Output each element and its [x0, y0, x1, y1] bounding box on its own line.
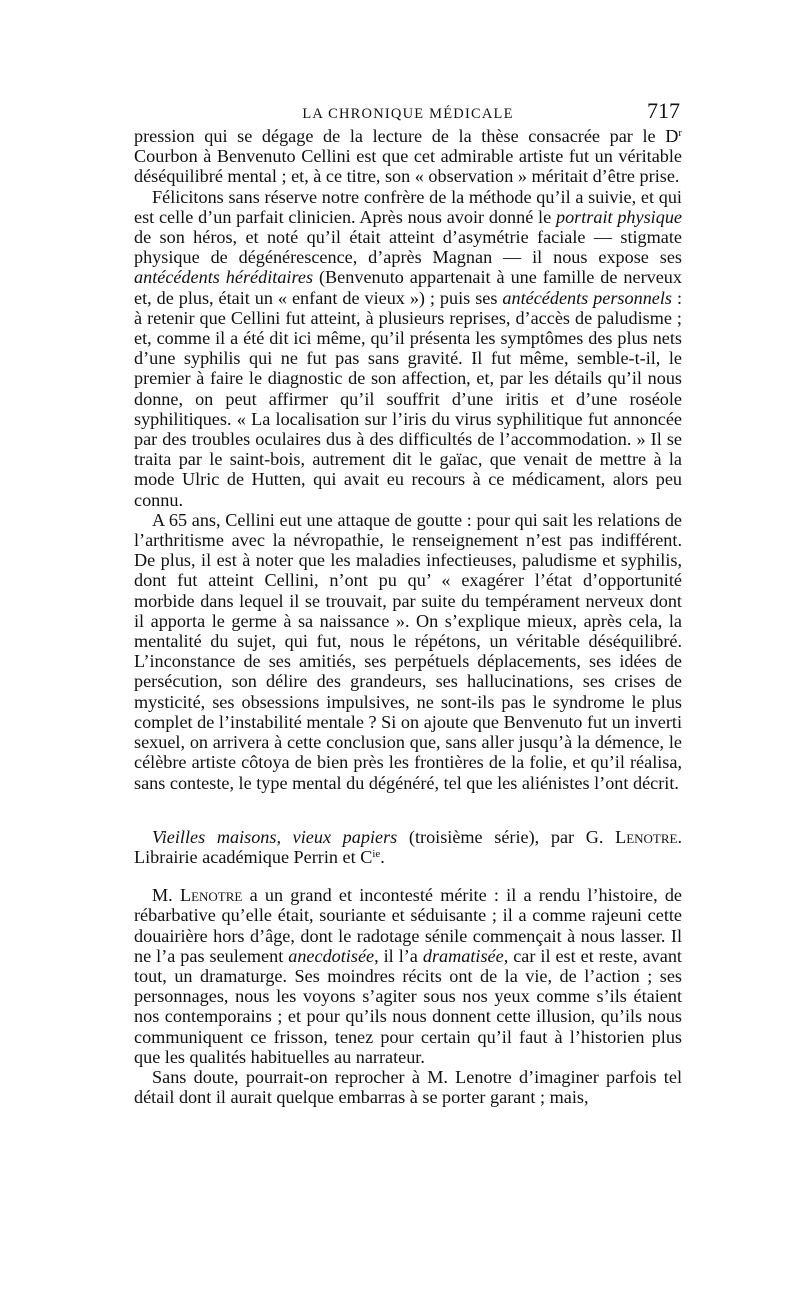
book-reference: [134, 827, 682, 867]
section-break: [134, 793, 682, 827]
text-run: de son héros, et noté qu’il était atteint d’asymétrie faciale — stigmate physique de dégénérescence, d’après Magnan — il nous expose ses: [134, 227, 682, 268]
paragraph-3: A 65 ans, Cellini eut une attaque de goutte : pour qui sait les relations de l’arthritisme avec la névropathie, le renseignement n’est pas indifférent. De plus, il est à noter que les maladies infectieuses, paludisme et syphilis, dont fut atteint Cellini, n’ont pu qu’ « exagérer l’état d’opportunité morbide dans lequel il se trouvait, par suite du tempérament nerveux dont il apporta le germe à sa naissance ». On s’explique mieux, après cela, la mentalité du sujet, qui fut, nous le répétons, un véritable déséquilibré. L’inconstance de ses amitiés, ses perpétuels déplacements, ses idées de persécution, son délire des grandeurs, ses hallucinations, ses crises de mysticité, ses obsessions impulsives, ne sont-ils pas le syndrome le plus complet de l’instabilité mentale ? Si on ajoute que Benvenuto fut un inverti sexuel, on arrivera à cette conclusion que, sans aller jusqu’à la démence, le célèbre artiste côtoya de bien près les frontières de la folie, et qu’il réalisa, sans conteste, le type mental du dégénéré, tel que les aliénistes l’ont décrit.: [134, 509, 682, 793]
page-number: 717: [647, 98, 680, 123]
text-run: .: [380, 846, 385, 867]
page: [134, 96, 682, 1107]
paragraph-5: Sans doute, pourrait-on reprocher à M. Lenotre d’imaginer parfois tel détail dont il aurait quelque embarras à se porter garant ; mais,: [134, 1066, 682, 1108]
paragraph-4: [134, 885, 682, 1067]
text-run: . Librairie académique Perrin et C: [134, 826, 683, 867]
text-run: (Benvenuto appartenait à une famille de nerveux et, de plus, était un « enfant de vieux ») ; puis ses: [134, 267, 682, 308]
italic-run: portrait physique: [555, 206, 682, 227]
text-run: pression qui se dégage de la lecture de la thèse consacrée par le D: [134, 126, 679, 146]
text-run: Félicitons sans réserve notre confrère de la méthode qu’il a suivie, et qui est celle d’un parfait clinicien. Après nous avoir donné le: [134, 186, 682, 227]
running-head: [134, 96, 682, 126]
text-run: (troisième série), par G.: [397, 826, 616, 847]
body-text: [134, 126, 682, 1107]
text-run: Courbon à Benvenuto Cellini est que cet admirable artiste fut un véritable déséquilibré mental ; et, à ce titre, son « observation » méritait d’être prise.: [134, 146, 682, 187]
text-run: M.: [152, 885, 180, 906]
text-run: : à retenir que Cellini fut atteint, à plusieurs reprises, d’accès de paludisme ; et, comme il a été dit ici même, qu’il présenta les symptômes des plus nets d’une syphilis qui ne fut pas sans gravité. Il fut même, semble-t-il, le premier à faire le diagnostic de son affection, et, par les détails qu’il nous donne, on peut affirmer qu’il souffrit d’une iritis et d’une roséole syphilitiques. « La localisation sur l’iris du virus syphilitique fut annoncée par des troubles oculaires dus à des difficultés de l’accommodation. » Il se traita par le saint-bois, autrement dit le gaïac, que venait de mettre à la mode Ulric de Hutten, qui avait eu recours à ce médicament, alors peu connu.: [134, 287, 683, 510]
italic-run: antécédents héréditaires: [134, 267, 314, 288]
superscript: r: [678, 127, 682, 139]
italic-run: anecdotisée: [288, 945, 375, 966]
paragraph-1: [134, 126, 682, 187]
author-name: Lenotre: [179, 885, 243, 906]
superscript: ie: [372, 847, 381, 860]
text-run: a un grand et incontesté mérite : il a rendu l’histoire, de rébarbative qu’elle était, souriante et séduisante ; il a comme rajeuni cette douairière hors d’âge, dont le radotage sénile commençait à nous lasser. Il ne l’a pas seulement: [134, 885, 683, 966]
text-run: , car il est et reste, avant tout, un dramaturge. Ses moindres récits ont de la vie, de l’action ; ses personnages, nous les voyons s’agiter sous nos yeux comme s’ils étaient nos contemporains ; et pour qu’ils nous donnent cette illusion, qu’ils nous communiquent ce frisson, tenez pour certain qu’il faut à l’historien plus que les qualités habituelles au narrateur.: [134, 945, 682, 1067]
section-break: [134, 867, 682, 885]
book-title: Vieilles maisons, vieux papiers: [152, 826, 398, 847]
book-author: Lenotre: [615, 826, 678, 847]
text-run: , il l’a: [374, 945, 423, 966]
italic-run: antécédents personnels: [502, 287, 672, 308]
italic-run: dramatisée: [422, 945, 504, 966]
paragraph-2: [134, 187, 682, 510]
running-title: LA CHRONIQUE MÉDICALE: [302, 106, 514, 122]
